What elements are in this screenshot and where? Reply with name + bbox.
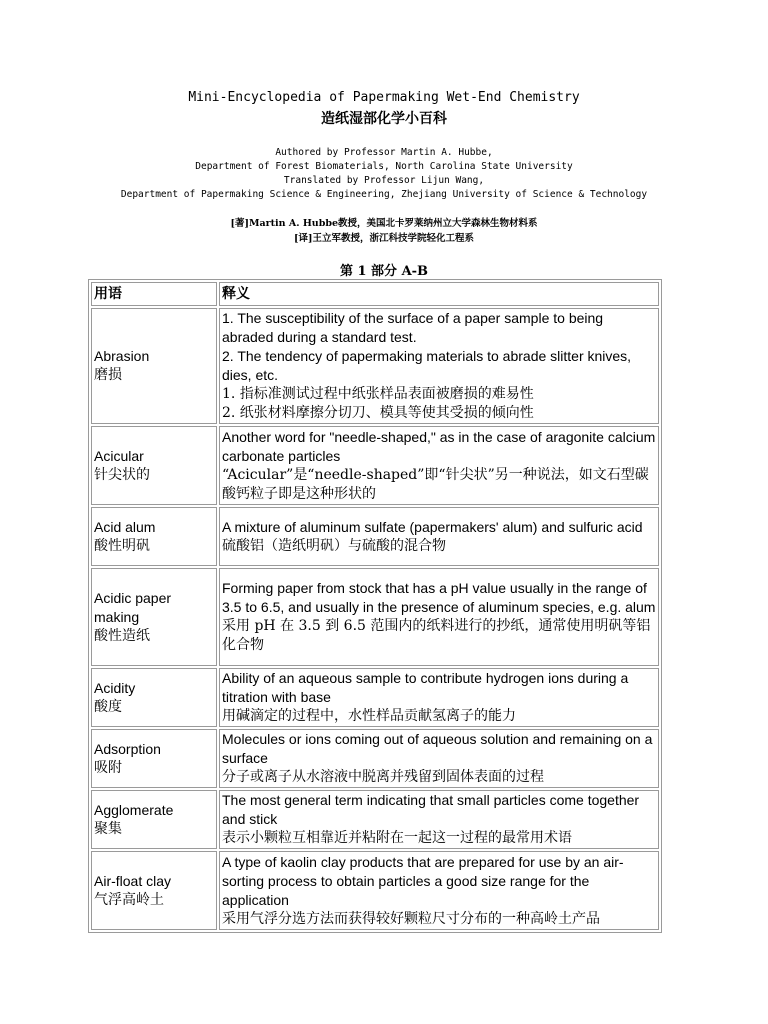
term-cell [91,308,217,424]
author-credits [0,146,768,202]
term-cell [91,507,217,566]
definition-chinese: “Acicular”是“needle-shaped”即“针尖状”另一种说法，如文石型碳酸钙粒子即是这种形状的 [222,466,649,502]
definition-chinese: 1. 指标准测试过程中纸张样品表面被磨损的难易性 [222,386,534,402]
table-row [91,790,659,849]
term-english: Adsorption [94,740,161,757]
term-cell [91,568,217,666]
translator-credit-chinese: [译]王立军教授，浙江科技学院轻化工程系 [294,233,474,244]
definition-english: Ability of an aqueous sample to contribute hydrogen ions during a titration with base [222,670,629,705]
definition-chinese: 采用 pH 在 3.5 到 6.5 范围内的纸料进行的抄纸，通常使用明矾等铝化合物 [222,618,651,653]
term-cell [91,729,217,788]
definition-english: The most general term indicating that small particles come together and stick [222,792,640,827]
author-affiliation: Department of Forest Biomaterials, North Carolina State University [195,161,573,172]
table-header-row [91,282,659,306]
document-title-chinese: 造纸湿部化学小百科 [321,111,447,127]
table-row [91,568,659,666]
header-definition: 释义 [219,282,659,306]
definition-cell [219,507,659,566]
term-english: Abrasion [94,348,150,364]
term-english: Acidic paper making [94,589,172,625]
definition-english: 1. The susceptibility of the surface of a paper sample to being abraded during a standard test. [222,310,604,345]
term-english: Agglomerate [94,801,174,818]
term-english: Acicular [94,447,144,464]
term-chinese: 酸度 [94,698,122,715]
table-row [91,308,659,424]
definition-chinese: 硫酸铝（造纸明矾）与硫酸的混合物 [222,537,446,554]
table-row [91,729,659,788]
term-chinese: 聚集 [94,820,122,837]
definition-english: Forming paper from stock that has a pH value usually in the range of 3.5 to 6.5, and usually in the presence of aluminum species, e.g. alum [222,580,656,615]
term-chinese: 针尖状的 [94,466,150,483]
definition-english: Molecules or ions coming out of aqueous solution and remaining on a surface [222,731,653,766]
term-cell [91,851,217,930]
translator-affiliation: Department of Papermaking Science & Engineering, Zhejiang University of Science & Technology [120,189,648,200]
author-credit-chinese: [著]Martin A. Hubbe教授，美国北卡罗莱纳州立大学森林生物材料系 [230,218,538,229]
document-title: Mini-Encyclopedia of Papermaking Wet-End Chemistry [188,90,580,105]
definition-cell [219,729,659,788]
definition-cell [219,568,659,666]
definition-cell [219,851,659,930]
section-title: 第 1 部分 A-B [339,264,429,279]
term-chinese: 酸性明矾 [94,537,150,554]
definition-cell [219,426,659,505]
definition-cell [219,668,659,727]
table-row [91,668,659,727]
table-row [91,851,659,930]
term-chinese: 吸附 [94,759,122,776]
table-row [91,507,659,566]
definition-english: 2. The tendency of papermaking materials to abrade slitter knives, dies, etc. [222,348,632,383]
term-english: Acidity [94,679,136,696]
author-line: Authored by Professor Martin A. Hubbe, [275,147,493,158]
term-chinese: 气浮高岭土 [94,891,164,908]
table-row [91,426,659,505]
glossary-table [88,279,662,933]
term-chinese: 磨损 [94,367,122,383]
definition-chinese: 采用气浮分选方法而获得较好颗粒尺寸分布的一种高岭土产品 [222,910,600,927]
definition-english: A type of kaolin clay products that are prepared for use by an air-sorting process to obtain particles a good size range for the application [222,853,624,908]
definition-cell [219,308,659,424]
credits-chinese [0,216,768,246]
term-english: Air-float clay [94,872,172,889]
definition-cell [219,790,659,849]
header-term: 用语 [91,282,217,306]
term-chinese: 酸性造纸 [94,627,150,644]
translator-line: Translated by Professor Lijun Wang, [283,175,485,186]
term-cell [91,426,217,505]
term-cell [91,668,217,727]
definition-english: A mixture of aluminum sulfate (papermakers' alum) and sulfuric acid [222,518,643,535]
term-english: Acid alum [94,518,156,535]
definition-chinese: 表示小颗粒互相靠近并粘附在一起这一过程的最常用术语 [222,830,572,846]
term-cell [91,790,217,849]
definition-chinese: 2. 纸张材料摩擦分切刀、模具等使其受损的倾向性 [222,405,534,421]
definition-chinese: 用碱滴定的过程中，水性样品贡献氢离子的能力 [222,708,516,724]
definition-chinese: 分子或离子从水溶液中脱离并残留到固体表面的过程 [222,769,544,785]
definition-english: Another word for "needle-shaped," as in the case of aragonite calcium carbonate particles [222,428,656,464]
